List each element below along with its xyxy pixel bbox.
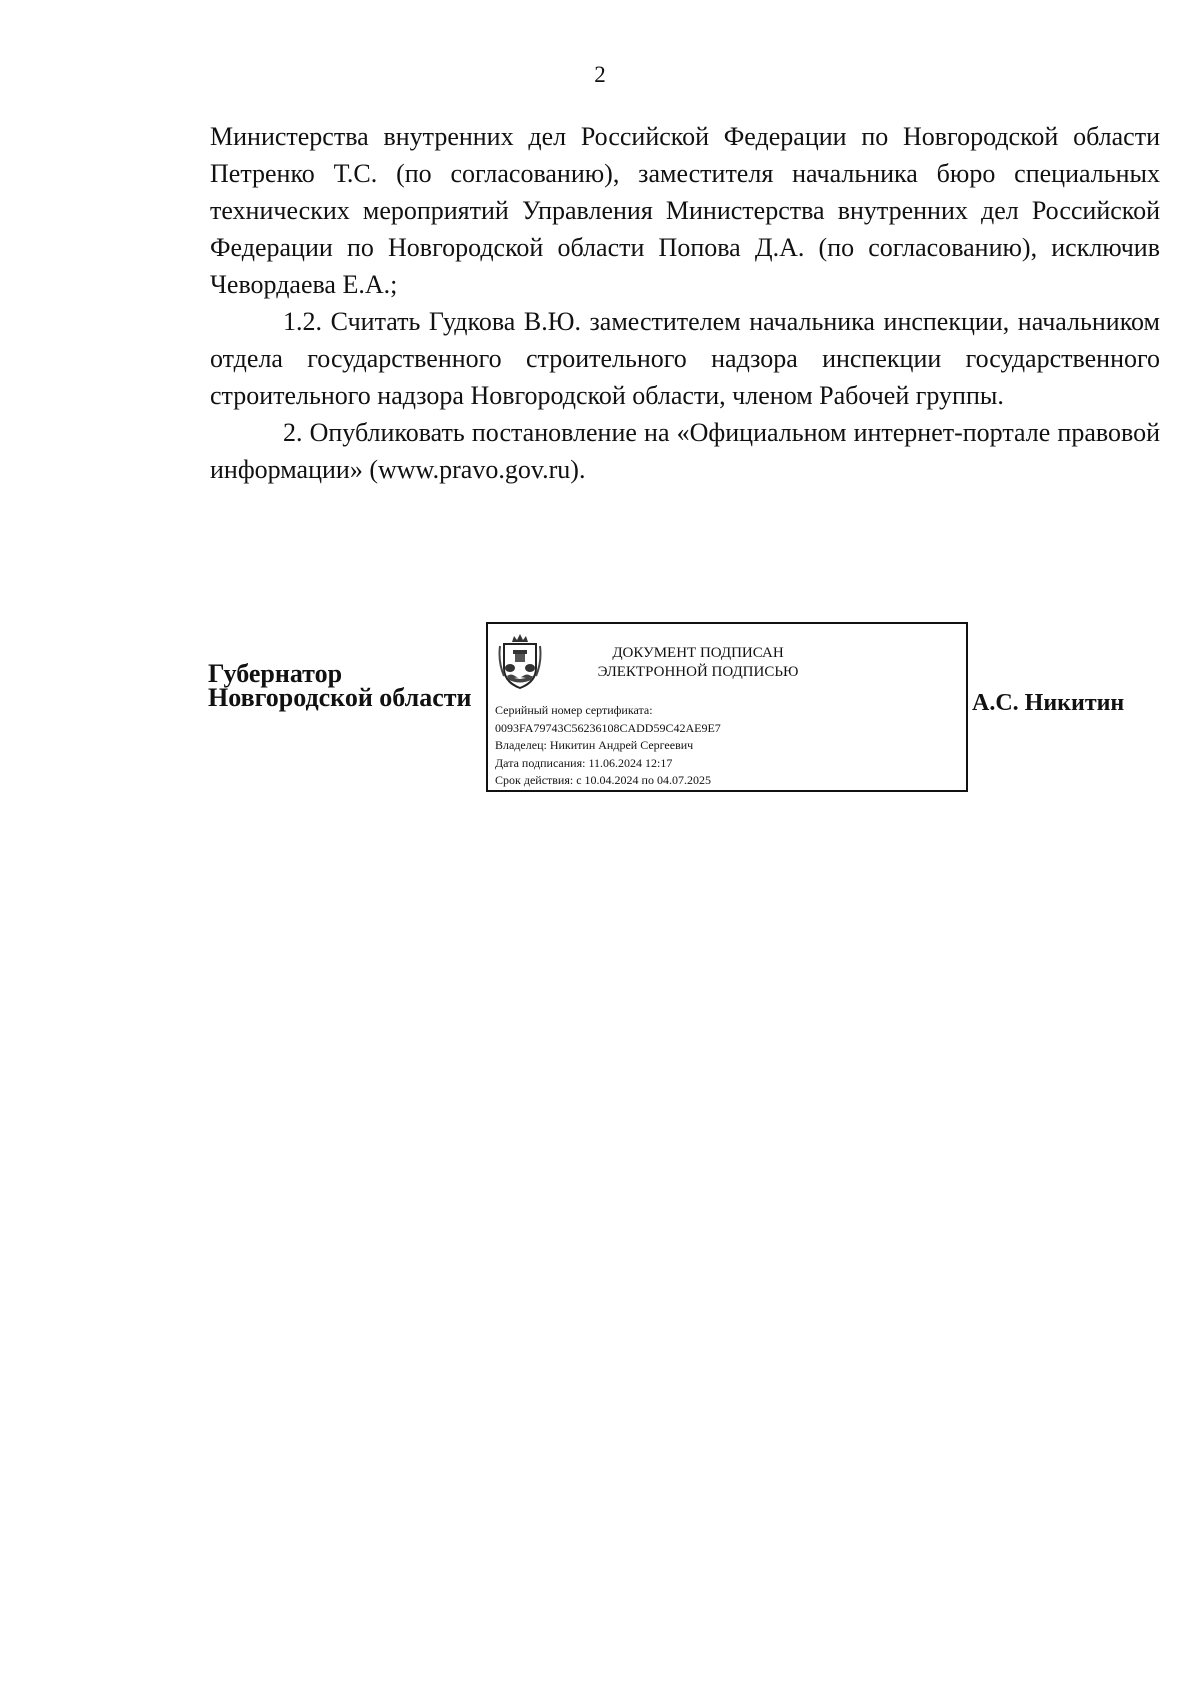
paragraph-item-1-2: 1.2. Считать Гудкова В.Ю. заместителем начальника инспекции, начальником отдела государственного строительного надзора инспекции государственного строительного надзора Новгородской области, членом Рабочей группы. [210,307,1160,410]
signing-date: Дата подписания: 11.06.2024 12:17 [495,755,673,770]
certificate-validity: Срок действия: с 10.04.2024 по 04.07.2025 [495,773,711,787]
certificate-number: 0093FA79743C56236108CADD59C42AE9E7 [495,720,721,735]
certificate-label: Серийный номер сертификата: [495,703,653,717]
stamp-details [495,702,721,790]
novgorod-coat-of-arms-icon [498,632,542,690]
signer-position-line-1: Губернатор [208,659,343,688]
stamp-heading-line-2: ЭЛЕКТРОННОЙ ПОДПИСЬЮ [597,664,799,680]
certificate-owner: Владелец: Никитин Андрей Сергеевич [495,738,694,752]
electronic-signature-stamp [486,622,968,792]
paragraph-item-2: 2. Опубликовать постановление на «Официальном интернет-портале правовой информации» (www.pravo.gov.ru). [210,418,1160,484]
signer-name: А.С. Никитин [972,690,1125,716]
page-number: 2 [594,62,606,87]
signer-position-line-2: Новгородской области [208,683,472,712]
paragraph-ministry-members: Министерства внутренних дел Российской Федерации по Новгородской области Петренко Т.С. (по согласованию), заместителя начальника бюро специальных технических мероприятий Управления Министерства внутренних дел Российской Федерации по Новгородской области Попова Д.А. (по согласованию), исключив Чевордаева Е.А.; [210,122,1160,299]
stamp-heading-line-1: ДОКУМЕНТ ПОДПИСАН [612,645,784,661]
document-body [210,118,1160,488]
signature-block [0,620,1200,800]
signer-position [208,659,488,712]
stamp-heading [548,644,848,682]
